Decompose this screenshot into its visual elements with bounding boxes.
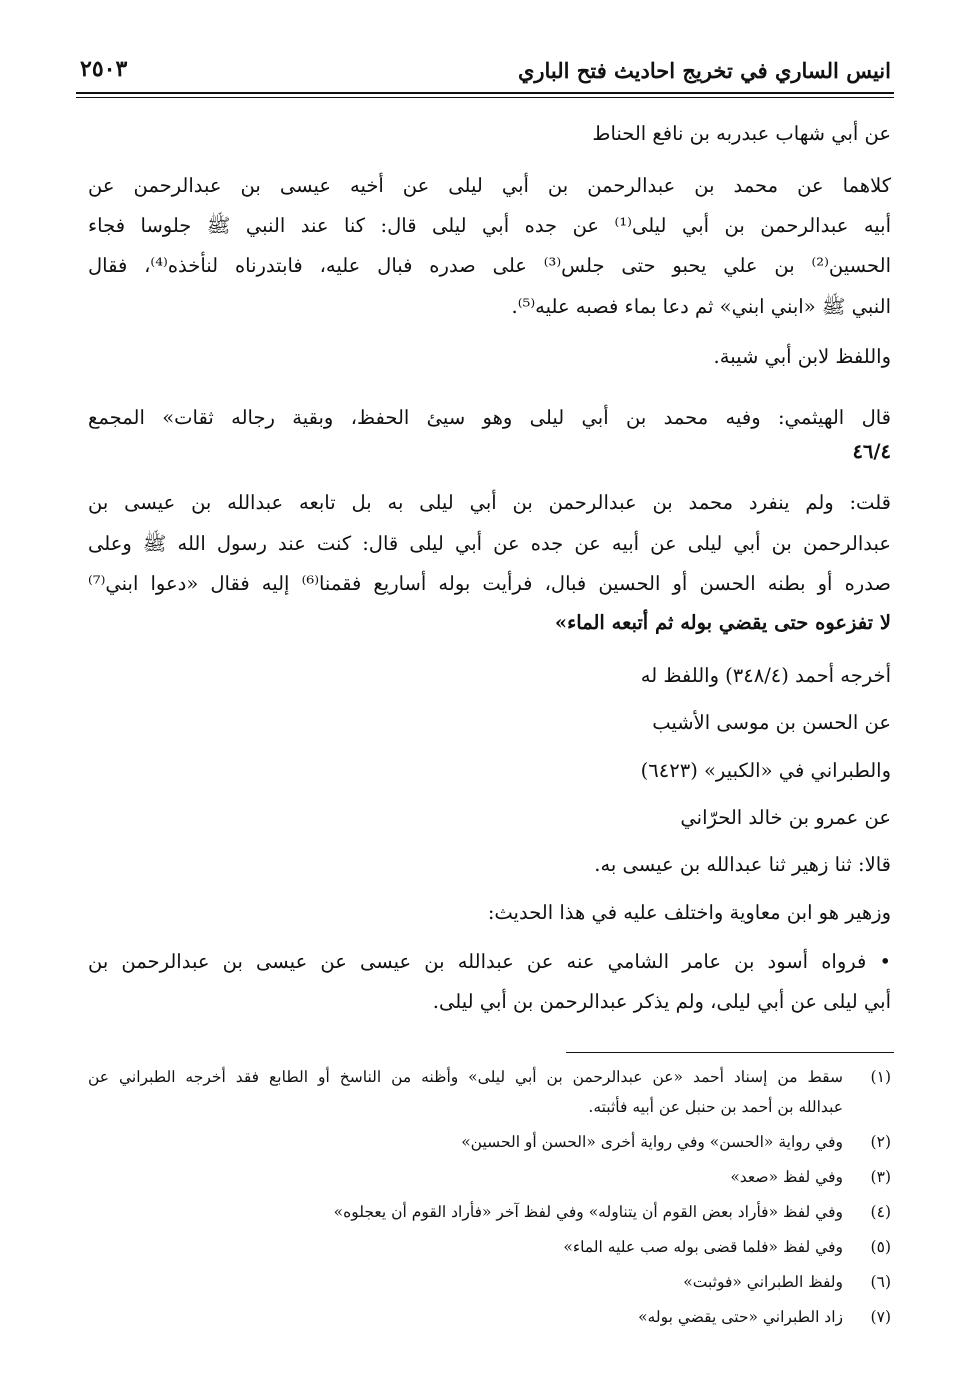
footnote-text: زاد الطبراني «حتى يقضي بوله» bbox=[638, 1308, 843, 1326]
body-line: عن الحسن بن موسى الأشيب bbox=[652, 711, 891, 734]
footnote-number: (٧) bbox=[870, 1308, 891, 1326]
footnote-text: وفي لفظ «فلما قضى بوله صب عليه الماء» bbox=[563, 1238, 843, 1256]
footnote-text: عبدالله بن أحمد بن حنبل عن أبيه فأثبته. bbox=[588, 1098, 843, 1116]
footnote-number: (٣) bbox=[870, 1168, 891, 1186]
body-line: قال الهيثمي: وفيه محمد بن أبي ليلى وهو سيئ الحفظ، وبقية رجاله ثقات» المجمع bbox=[88, 406, 891, 429]
footnote-number: (١) bbox=[870, 1068, 891, 1086]
body-line: النبي ﷺ «ابني ابني» ثم دعا بماء فصبه عليه⁽⁵⁾. bbox=[511, 295, 891, 318]
body-line: والطبراني في «الكبير» (٦٤٢٣) bbox=[640, 759, 891, 782]
body-line: • فرواه أسود بن عامر الشامي عنه عن عبدالله بن عيسى عن عيسى بن عبدالرحمن بن bbox=[88, 950, 891, 973]
body-line: أبي ليلى عن أبي ليلى، ولم يذكر عبدالرحمن بن أبي ليلى. bbox=[432, 990, 891, 1013]
body-line: ٤٦/٤ bbox=[852, 440, 891, 463]
footnote-rule bbox=[566, 1052, 894, 1053]
body-line: لا تفزعوه حتى يقضي بوله ثم أتبعه الماء» bbox=[554, 611, 891, 634]
footnote-text: وفي لفظ «فأراد بعض القوم أن يتناوله» وفي لفظ آخر «فأراد القوم أن يعجلوه» bbox=[333, 1203, 843, 1221]
footnote-number: (٥) bbox=[870, 1238, 891, 1256]
body-line: واللفظ لابن أبي شيبة. bbox=[713, 345, 891, 368]
footnote-number: (٢) bbox=[870, 1133, 891, 1151]
body-line: عن عمرو بن خالد الحرّاني bbox=[680, 806, 891, 829]
body-line: وزهير هو ابن معاوية واختلف عليه في هذا الحديث: bbox=[487, 901, 891, 924]
footnote-text: وفي لفظ «صعد» bbox=[730, 1168, 843, 1186]
body-line: عبدالرحمن بن أبي ليلى عن أبيه عن جده عن أبي ليلى قال: كنت عند رسول الله ﷺ وعلى bbox=[88, 532, 891, 555]
footnote-text: ولفظ الطبراني «فوثبت» bbox=[683, 1273, 843, 1291]
page-number: ٢٥٠٣ bbox=[80, 56, 128, 82]
body-line: الحسين⁽²⁾ بن علي يحبو حتى جلس⁽³⁾ على صدره فبال عليه، فابتدرناه لنأخذه⁽⁴⁾، فقال bbox=[88, 254, 891, 277]
body-line: صدره أو بطنه الحسن أو الحسين فبال، فرأيت بوله أساريع فقمنا⁽⁶⁾ إليه فقال «دعوا ابني⁽⁷⁾ bbox=[88, 572, 891, 595]
running-header-title: انيس الساري في تخريج احاديث فتح الباري bbox=[517, 58, 891, 83]
body-line: أبيه عبدالرحمن بن أبي ليلى⁽¹⁾ عن جده أبي ليلى قال: كنا عند النبي ﷺ جلوسا فجاء bbox=[88, 214, 892, 237]
footnote-number: (٦) bbox=[870, 1273, 891, 1291]
footnote-number: (٤) bbox=[870, 1203, 891, 1221]
body-line: عن أبي شهاب عبدربه بن نافع الحناط bbox=[592, 122, 891, 145]
body-line: كلاهما عن محمد بن عبدالرحمن بن أبي ليلى عن أخيه عيسى بن عبدالرحمن عن bbox=[88, 174, 891, 197]
header-rule-thin bbox=[76, 97, 894, 98]
header-rule bbox=[76, 92, 894, 94]
body-line: أخرجه أحمد (٣٤٨/٤) واللفظ له bbox=[640, 664, 891, 687]
footnote-text: سقط من إسناد أحمد «عن عبدالرحمن بن أبي ليلى» وأظنه من الناسخ أو الطابع فقد أخرجه الطبراني عن bbox=[88, 1068, 843, 1086]
body-line: قالا: ثنا زهير ثنا عبدالله بن عيسى به. bbox=[594, 853, 891, 876]
footnote-text: وفي رواية «الحسن» وفي رواية أخرى «الحسن أو الحسين» bbox=[461, 1133, 843, 1151]
body-line: قلت: ولم ينفرد محمد بن عبدالرحمن بن أبي ليلى به بل تابعه عبدالله بن عيسى بن bbox=[88, 491, 891, 514]
